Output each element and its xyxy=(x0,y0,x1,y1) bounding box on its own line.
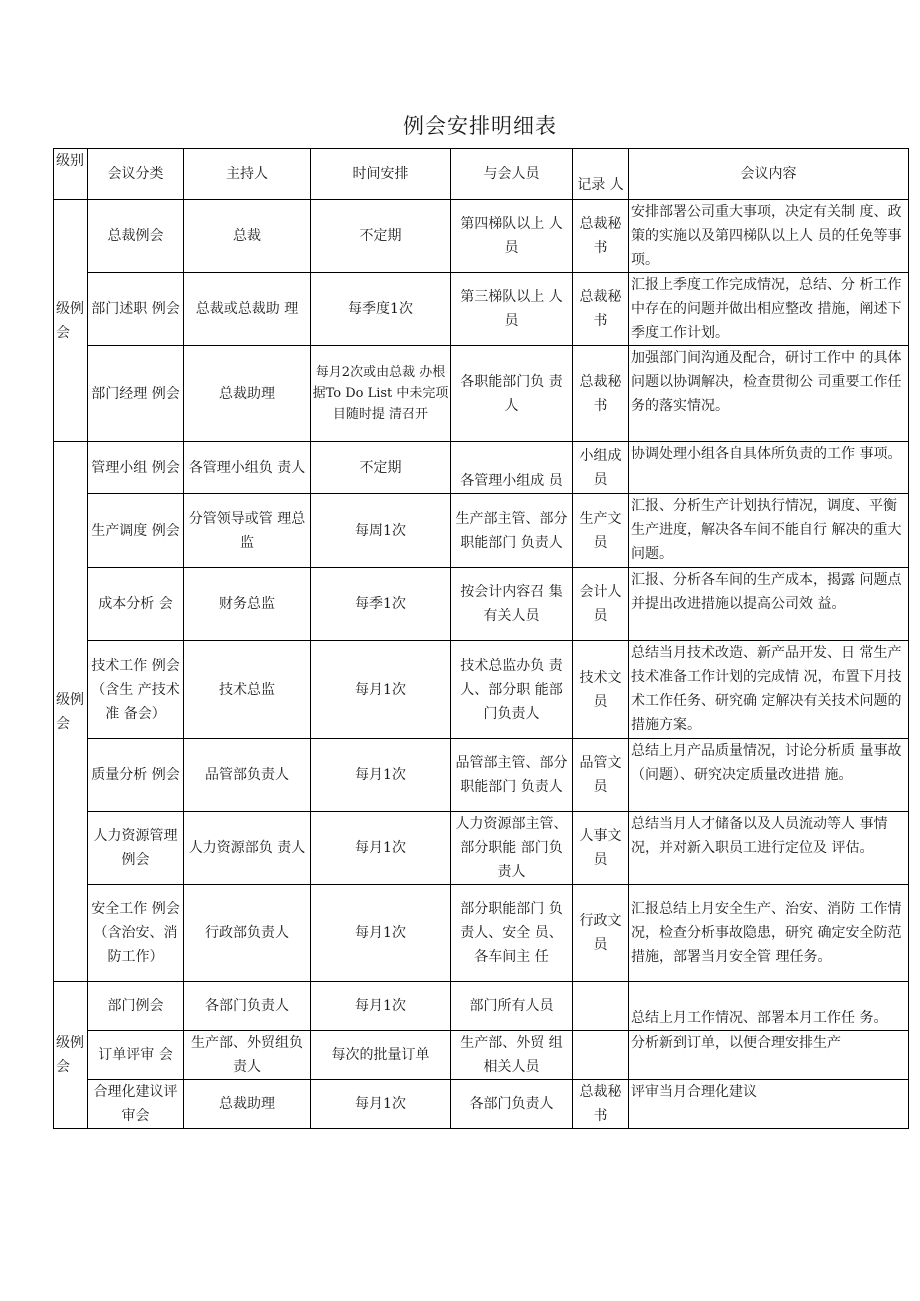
schedule-cell: 每月1次 xyxy=(311,739,451,812)
attendees-cell: 部门所有人员 xyxy=(451,982,573,1031)
recorder-cell: 人事文员 xyxy=(573,812,629,885)
schedule-cell: 每次的批量订单 xyxy=(311,1031,451,1080)
host-cell: 生产部、外贸组负责人 xyxy=(184,1031,311,1080)
attendees-cell: 生产部主管、部分职能部门 负责人 xyxy=(451,494,573,568)
recorder-cell: 总裁秘书 xyxy=(573,200,629,273)
table-row xyxy=(54,273,909,346)
group-level-cell: 级例会 xyxy=(54,200,88,442)
schedule-cell: 每月1次 xyxy=(311,641,451,739)
table-row xyxy=(54,641,909,739)
table-row xyxy=(54,982,909,1031)
attendees-cell: 技术总监办负 责人、部分职 能部门负责人 xyxy=(451,641,573,739)
category-cell: 质量分析 例会 xyxy=(88,739,184,812)
content-cell: 汇报、分析各车间的生产成本，揭露 问题点并提出改进措施以提高公司效 益。 xyxy=(629,568,909,641)
content-cell: 安排部署公司重大事项，决定有关制 度、政策的实施以及第四梯队以上人 员的任免等事项。 xyxy=(629,200,909,273)
content-cell: 评审当月合理化建议 xyxy=(629,1080,909,1129)
schedule-cell: 每周1次 xyxy=(311,494,451,568)
schedule-cell: 每月1次 xyxy=(311,1080,451,1129)
host-cell: 人力资源部负 责人 xyxy=(184,812,311,885)
content-cell: 总结当月技术改造、新产品开发、日 常生产技术准备工作计划的完成情 况，布置下月技术工作任务、研究确 定解决有关技术问题的措施方案。 xyxy=(629,641,909,739)
table-row xyxy=(54,568,909,641)
schedule-cell: 每季度1次 xyxy=(311,273,451,346)
category-cell: 订单评审 会 xyxy=(88,1031,184,1080)
attendees-cell: 各管理小组成 员 xyxy=(451,442,573,494)
recorder-cell: 行政文员 xyxy=(573,885,629,982)
content-cell: 汇报总结上月安全生产、治安、消防 工作情况，检查分析事故隐患，研究 确定安全防范措施，部署当月安全管 理任务。 xyxy=(629,885,909,982)
attendees-cell: 品管部主管、部分职能部门 负责人 xyxy=(451,739,573,812)
attendees-cell: 按会计内容召 集有关人员 xyxy=(451,568,573,641)
attendees-cell: 生产部、外贸 组相关人员 xyxy=(451,1031,573,1080)
attendees-cell: 第三梯队以上 人员 xyxy=(451,273,573,346)
table-row xyxy=(54,1080,909,1129)
group-level-cell: 级例会 xyxy=(54,442,88,982)
category-cell: 总裁例会 xyxy=(88,200,184,273)
category-cell: 人力资源管理例会 xyxy=(88,812,184,885)
category-cell: 技术工作 例会（含生 产技术准 备会） xyxy=(88,641,184,739)
group-level-cell: 级例会 xyxy=(54,982,88,1129)
host-cell: 各管理小组负 责人 xyxy=(184,442,311,494)
host-cell: 品管部负责人 xyxy=(184,739,311,812)
recorder-cell: 小组成员 xyxy=(573,442,629,494)
category-cell: 安全工作 例会（含治安、消防工作） xyxy=(88,885,184,982)
attendees-cell: 第四梯队以上 人员 xyxy=(451,200,573,273)
host-cell: 总裁 xyxy=(184,200,311,273)
category-cell: 合理化建议评审会 xyxy=(88,1080,184,1129)
table-row xyxy=(54,200,909,273)
attendees-cell: 部分职能部门 负责人、安全 员、各车间主 任 xyxy=(451,885,573,982)
category-cell: 部门例会 xyxy=(88,982,184,1031)
attendees-cell: 各职能部门负 责人 xyxy=(451,346,573,442)
header-attendees: 与会人员 xyxy=(451,149,573,200)
schedule-cell: 每月1次 xyxy=(311,812,451,885)
schedule-cell: 不定期 xyxy=(311,200,451,273)
host-cell: 总裁或总裁助 理 xyxy=(184,273,311,346)
schedule-cell: 每月2次或由总裁 办根据To Do List 中未完项目随时提 清召开 xyxy=(311,346,451,442)
content-cell: 总结上月产品质量情况，讨论分析质 量事故（问题）、研究决定质量改进措 施。 xyxy=(629,739,909,812)
header-host: 主持人 xyxy=(184,149,311,200)
header-content: 会议内容 xyxy=(629,149,909,200)
schedule-cell: 不定期 xyxy=(311,442,451,494)
category-cell: 成本分析 会 xyxy=(88,568,184,641)
meeting-schedule-table xyxy=(53,148,909,1129)
category-cell: 部门经理 例会 xyxy=(88,346,184,442)
content-cell: 分析新到订单，以便合理安排生产 xyxy=(629,1031,909,1080)
header-schedule: 时间安排 xyxy=(311,149,451,200)
table-row xyxy=(54,442,909,494)
header-category: 会议分类 xyxy=(88,149,184,200)
category-cell: 管理小组 例会 xyxy=(88,442,184,494)
header-level: 级别 xyxy=(54,149,88,200)
host-cell: 行政部负责人 xyxy=(184,885,311,982)
content-cell: 总结上月工作情况、部署本月工作任 务。 xyxy=(629,982,909,1031)
table-row xyxy=(54,494,909,568)
host-cell: 总裁助理 xyxy=(184,1080,311,1129)
schedule-cell: 每月1次 xyxy=(311,982,451,1031)
content-cell: 总结当月人才储备以及人员流动等人 事情况，并对新入职员工进行定位及 评估。 xyxy=(629,812,909,885)
content-cell: 汇报上季度工作完成情况，总结、分 析工作中存在的问题并做出相应整改 措施，阐述下季度工作计划。 xyxy=(629,273,909,346)
host-cell: 技术总监 xyxy=(184,641,311,739)
host-cell: 总裁助理 xyxy=(184,346,311,442)
table-row xyxy=(54,346,909,442)
category-cell: 生产调度 例会 xyxy=(88,494,184,568)
recorder-cell: 总裁秘书 xyxy=(573,273,629,346)
content-cell: 加强部门间沟通及配合，研讨工作中 的具体问题以协调解决，检查贯彻公 司重要工作任务的落实情况。 xyxy=(629,346,909,442)
recorder-cell xyxy=(573,982,629,1031)
schedule-cell: 每季1次 xyxy=(311,568,451,641)
recorder-cell xyxy=(573,1031,629,1080)
header-recorder: 记录 人 xyxy=(573,149,629,200)
recorder-cell: 生产文员 xyxy=(573,494,629,568)
page-title: 例会安排明细表 xyxy=(403,114,557,138)
host-cell: 财务总监 xyxy=(184,568,311,641)
content-cell: 协调处理小组各自具体所负责的工作 事项。 xyxy=(629,442,909,494)
recorder-cell: 总裁秘书 xyxy=(573,1080,629,1129)
header-row xyxy=(54,149,909,200)
recorder-cell: 会计人员 xyxy=(573,568,629,641)
recorder-cell: 技术文员 xyxy=(573,641,629,739)
recorder-cell: 品管文员 xyxy=(573,739,629,812)
content-cell: 汇报、分析生产计划执行情况，调度、平衡生产进度，解决各车间不能自行 解决的重大问题。 xyxy=(629,494,909,568)
host-cell: 各部门负责人 xyxy=(184,982,311,1031)
category-cell: 部门述职 例会 xyxy=(88,273,184,346)
table-row xyxy=(54,739,909,812)
table-row xyxy=(54,812,909,885)
attendees-cell: 人力资源部主管、部分职能 部门负责人 xyxy=(451,812,573,885)
table-row xyxy=(54,1031,909,1080)
attendees-cell: 各部门负责人 xyxy=(451,1080,573,1129)
host-cell: 分管领导或管 理总监 xyxy=(184,494,311,568)
recorder-cell: 总裁秘书 xyxy=(573,346,629,442)
table-row xyxy=(54,885,909,982)
schedule-cell: 每月1次 xyxy=(311,885,451,982)
